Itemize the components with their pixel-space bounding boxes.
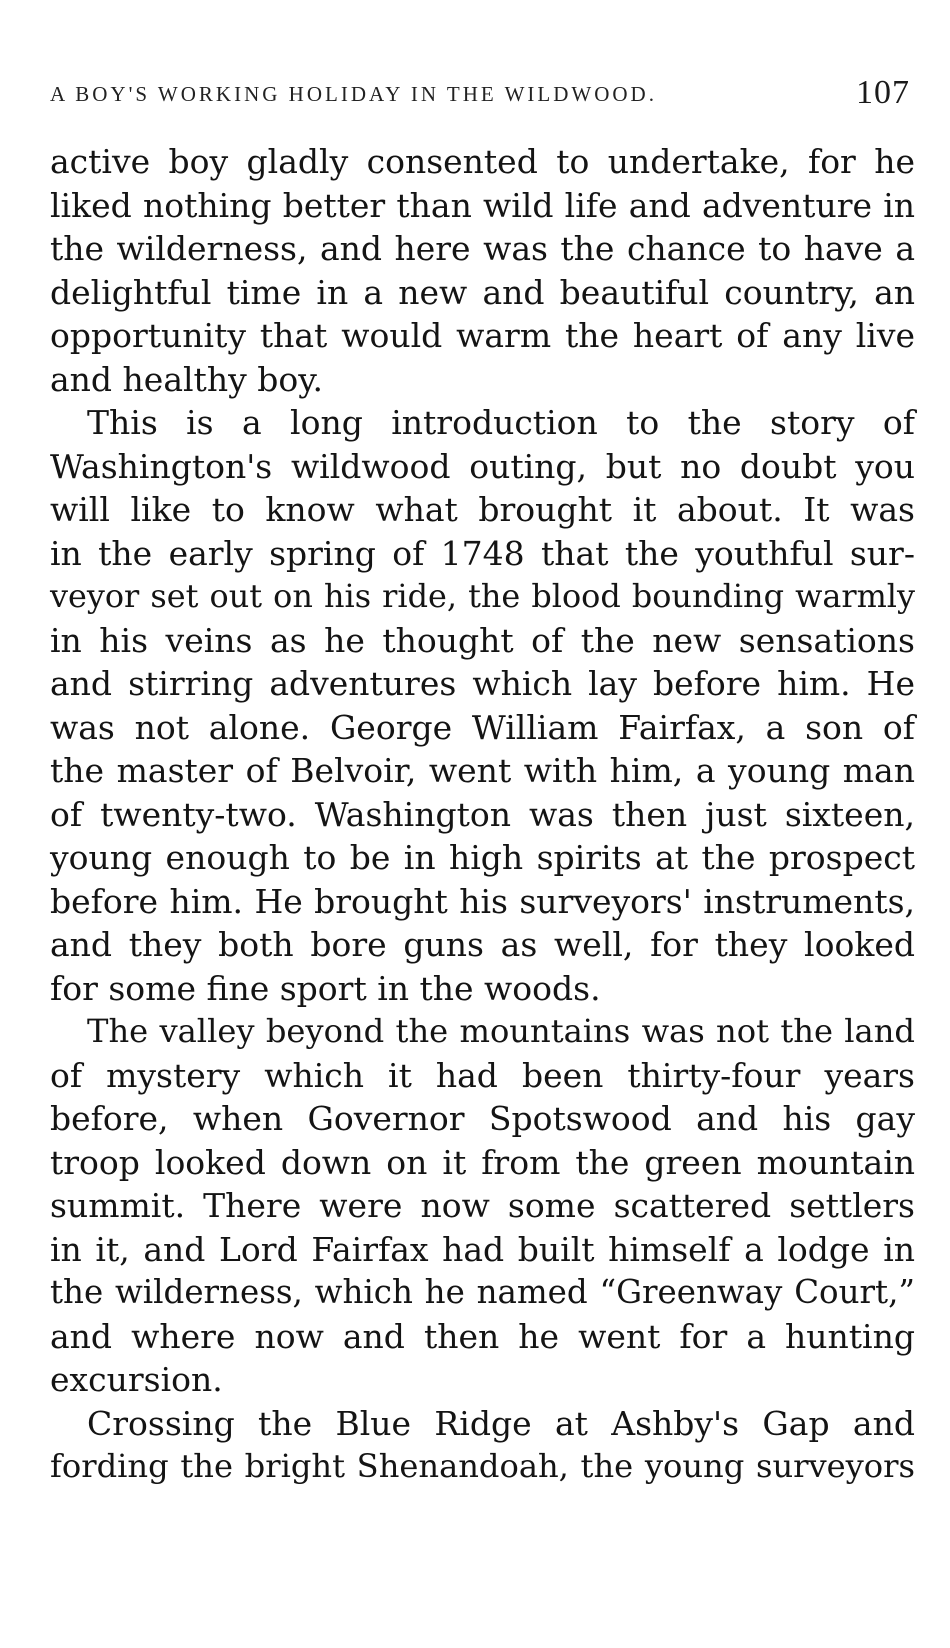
book-page bbox=[50, 0, 920, 1648]
text-line: for some fine sport in the woods. bbox=[50, 968, 601, 1008]
text-line: the wilderness, and here was the chance to have a bbox=[50, 229, 915, 268]
text-line: troop looked down on it from the green mountain bbox=[50, 1142, 915, 1182]
text-line: before, when Governor Spotswood and his gay bbox=[50, 1099, 915, 1138]
text-line: Crossing the Blue Ridge at Ashby's Gap and bbox=[87, 1403, 915, 1443]
running-head bbox=[50, 74, 920, 114]
paragraph-1 bbox=[50, 140, 915, 401]
text-line: and healthy boy. bbox=[50, 359, 323, 399]
text-line: before him. He brought his surveyors' instruments, bbox=[50, 881, 915, 921]
text-line: and where now and then he went for a hunting bbox=[50, 1316, 915, 1356]
text-line: active boy gladly consented to undertake, for he bbox=[50, 142, 915, 181]
text-line: veyor set out on his ride, the blood bounding warmly bbox=[50, 577, 915, 615]
text-line: of mystery which it had been thirty-four years bbox=[50, 1055, 915, 1095]
text-line: fording the bright Shenandoah, the young surveyors bbox=[50, 1447, 915, 1485]
text-line: opportunity that would warm the heart of any live bbox=[50, 316, 915, 355]
text-line: was not alone. George William Fairfax, a son of bbox=[50, 707, 915, 747]
text-line: the master of Belvoir, went with him, a young man bbox=[50, 751, 915, 790]
text-line: summit. There were now some scattered settlers bbox=[50, 1186, 915, 1225]
text-line: Washington's wildwood outing, but no doubt you bbox=[50, 446, 915, 486]
running-title: A BOY'S WORKING HOLIDAY IN THE WILDWOOD. bbox=[50, 82, 657, 106]
paragraph-3 bbox=[50, 1010, 915, 1402]
text-line: liked nothing better than wild life and adventure in bbox=[50, 185, 915, 225]
paragraph-4 bbox=[50, 1402, 915, 1489]
paragraph-2 bbox=[50, 401, 915, 1010]
text-line: delightful time in a new and beautiful country, an bbox=[50, 272, 915, 312]
text-line: of twenty-two. Washington was then just sixteen, bbox=[50, 794, 915, 834]
text-line: in his veins as he thought of the new sensations bbox=[50, 620, 915, 660]
text-line: the wilderness, which he named “Greenway Court,” bbox=[50, 1273, 915, 1311]
text-line: in the early spring of 1748 that the youthful sur- bbox=[50, 533, 915, 573]
page-number: 107 bbox=[856, 74, 910, 111]
text-line: excursion. bbox=[50, 1360, 223, 1399]
text-line: will like to know what brought it about. It was bbox=[50, 490, 915, 529]
text-line: This is a long introduction to the story of bbox=[87, 403, 915, 442]
text-line: and they both bore guns as well, for they looked bbox=[50, 925, 915, 964]
body-text bbox=[50, 140, 915, 1489]
text-line: in it, and Lord Fairfax had built himself a lodge in bbox=[50, 1229, 915, 1269]
text-line: young enough to be in high spirits at the prospect bbox=[50, 838, 915, 877]
text-line: The valley beyond the mountains was not the land bbox=[87, 1012, 915, 1050]
text-line: and stirring adventures which lay before him. He bbox=[50, 664, 915, 703]
